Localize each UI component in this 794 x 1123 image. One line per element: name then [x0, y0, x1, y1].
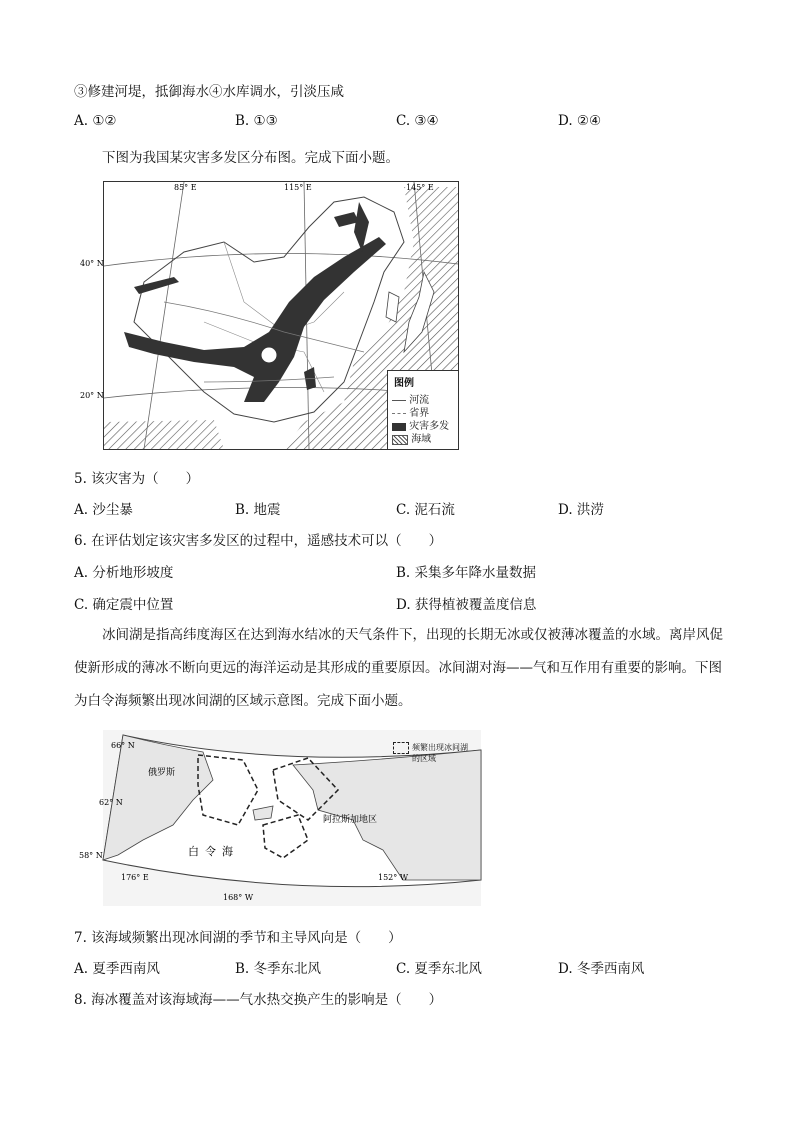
legend-river-label: 河流	[409, 395, 430, 406]
place-bering-sea: 白令海	[188, 845, 239, 858]
map1-lon-85: 85° E	[174, 183, 197, 192]
q5-option-a[interactable]: A. 沙尘暴	[74, 502, 133, 518]
legend-polynya-label: 频繁出现冰间湖的区域	[412, 743, 468, 763]
q7-stem: 7. 该海域频繁出现冰间湖的季节和主导风向是（ ）	[74, 930, 402, 946]
q6-option-a[interactable]: A. 分析地形坡度	[74, 565, 174, 581]
map2-lat-62: 62° N	[99, 798, 123, 807]
q5-option-c[interactable]: C. 泥石流	[396, 502, 455, 518]
answer-statement-line: ③修建河堤，抵御海水④水库调水，引淡压咸	[74, 84, 344, 100]
q5-option-b[interactable]: B. 地震	[235, 502, 281, 518]
map2-lon-152w: 152° W	[378, 873, 409, 882]
q6-option-c[interactable]: C. 确定震中位置	[74, 597, 174, 613]
disaster-distribution-map	[80, 181, 459, 450]
q7-option-c[interactable]: C. 夏季东北风	[396, 961, 482, 977]
legend-boundary-label: 省界	[409, 408, 430, 419]
legend-title: 图例	[394, 378, 414, 389]
section-intro-polynya: 冰间湖是指高纬度海区在达到海水结冰的天气条件下，出现的长期无冰或仅被薄冰覆盖的水域。离岸风促使新形成的薄冰不断向更远的海洋运动是其形成的重要原因。冰间湖对海——气和互作用有重要的影响。下图为白令海频繁出现冰间湖的区域示意图。完成下面小题。	[74, 627, 723, 709]
sea-area-south-west	[104, 420, 224, 449]
q5-option-d[interactable]: D. 洪涝	[558, 502, 604, 518]
q8-stem: 8. 海冰覆盖对该海域海——气水热交换产生的影响是（ ）	[74, 992, 443, 1008]
section-intro-disaster-map: 下图为我国某灾害多发区分布图。完成下面小题。	[102, 150, 399, 166]
legend-disaster-label: 灾害多发	[409, 421, 450, 432]
q6-option-b[interactable]: B. 采集多年降水量数据	[396, 565, 537, 581]
map1-lat-40: 40° N	[80, 259, 104, 268]
place-alaska: 阿拉斯加地区	[323, 815, 378, 825]
map2-legend	[393, 742, 479, 764]
map1-legend	[387, 370, 459, 450]
q4-option-a[interactable]: A. ①②	[74, 113, 117, 129]
q7-option-a[interactable]: A. 夏季西南风	[74, 961, 160, 977]
map2-lon-176e: 176° E	[121, 873, 149, 882]
map1-lon-115: 115° E	[284, 183, 312, 192]
q6-option-d[interactable]: D. 获得植被覆盖度信息	[396, 597, 537, 613]
map2-lon-168w: 168° W	[223, 893, 254, 902]
map1-lat-20: 20° N	[80, 391, 104, 400]
q7-option-b[interactable]: B. 冬季东北风	[235, 961, 322, 977]
map2-lat-58: 58° N	[79, 851, 103, 860]
q4-option-c[interactable]: C. ③④	[396, 113, 439, 129]
q5-stem: 5. 该灾害为（ ）	[74, 471, 200, 487]
legend-sea	[392, 430, 431, 445]
q4-option-d[interactable]: D. ②④	[558, 113, 602, 129]
map2-lat-66: 66° N	[111, 741, 135, 750]
map1-lon-145: 145° E	[406, 183, 434, 192]
place-russia: 俄罗斯	[148, 768, 176, 778]
q7-option-d[interactable]: D. 冬季西南风	[558, 961, 645, 977]
q4-option-b[interactable]: B. ①③	[235, 113, 278, 129]
bering-sea-polynya-map	[79, 730, 481, 906]
legend-dashed-box	[393, 742, 409, 754]
legend-sea-label: 海域	[411, 434, 432, 445]
disaster-zone-north	[134, 277, 179, 294]
q6-stem: 6. 在评估划定该灾害多发区的过程中，遥感技术可以（ ）	[74, 533, 443, 549]
